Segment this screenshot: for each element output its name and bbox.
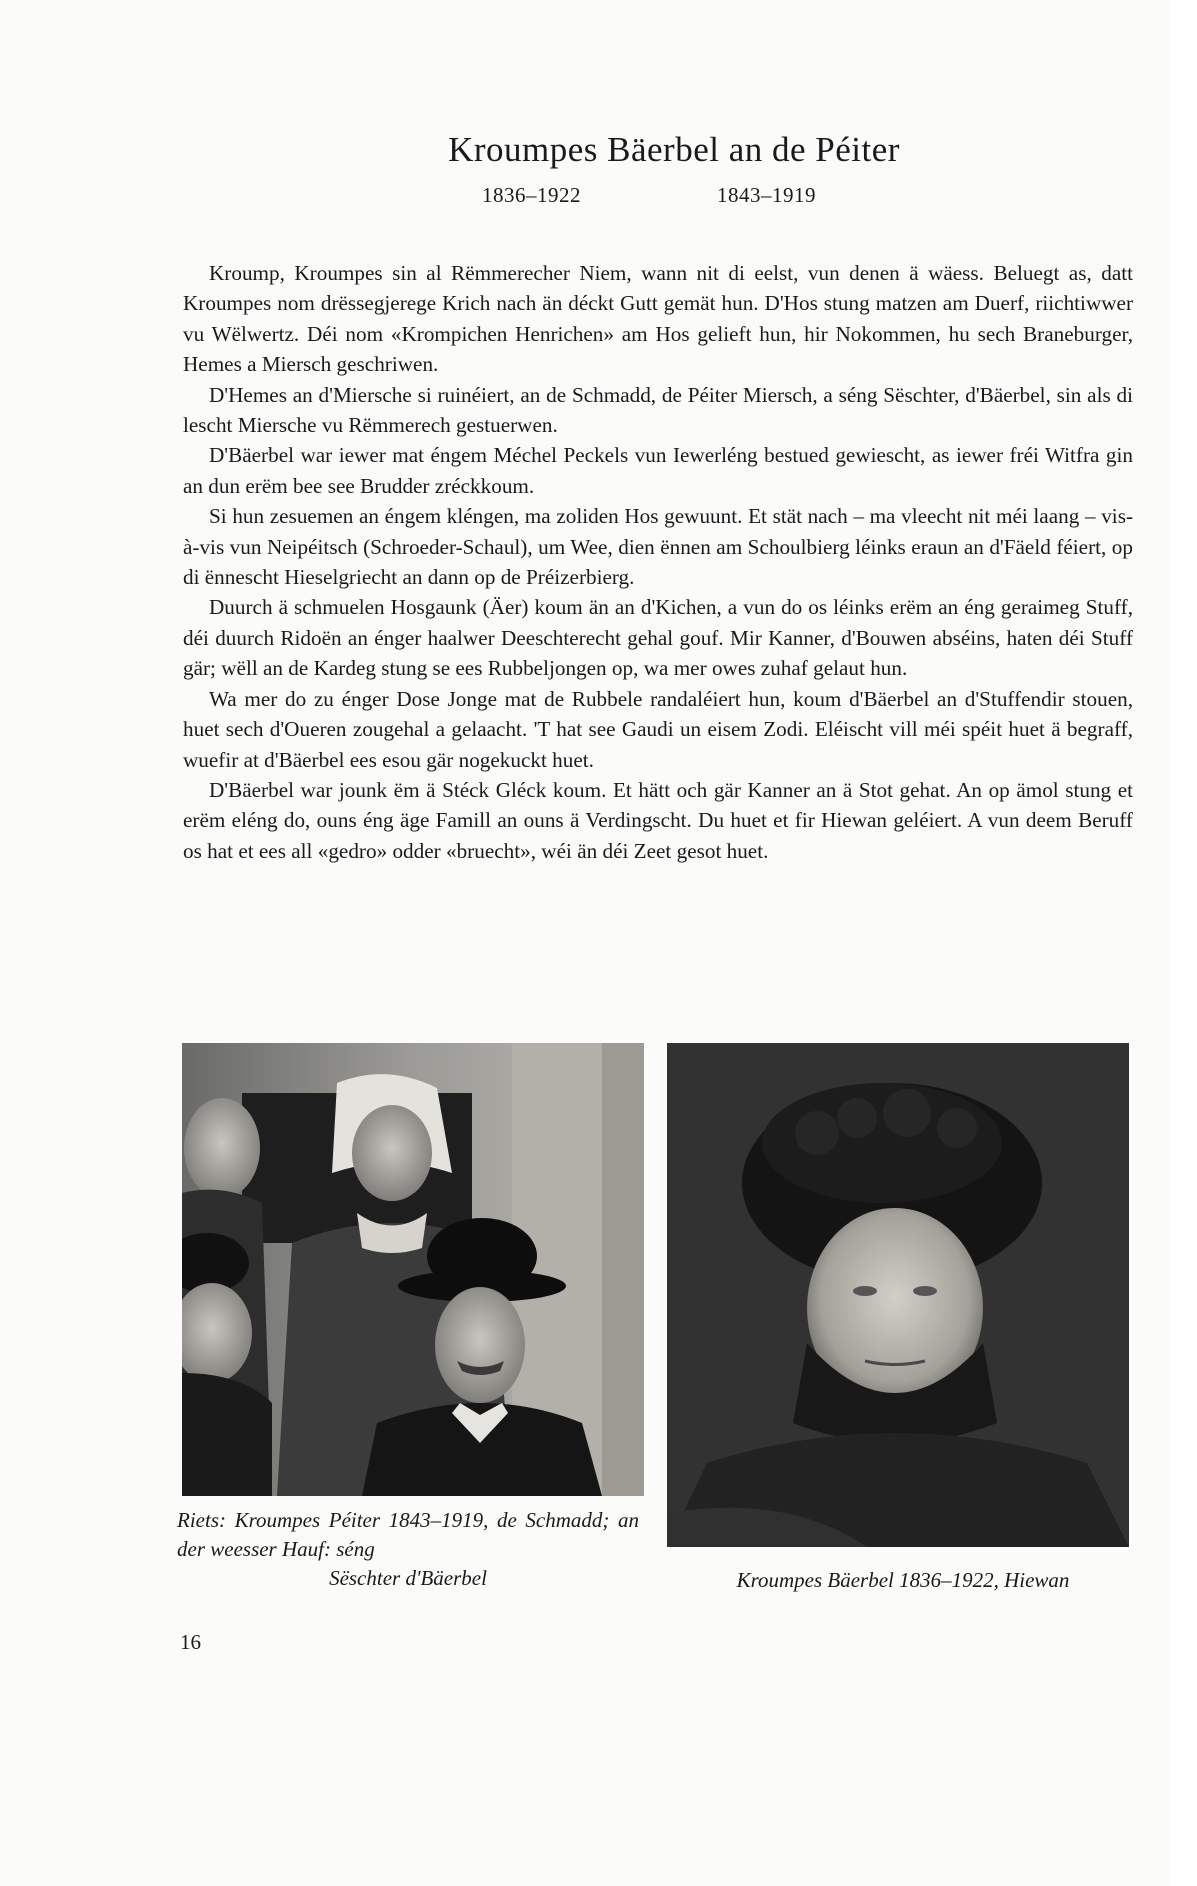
paragraph: D'Bäerbel war jounk ëm ä Stéck Gléck koum. Et hätt och gär Kanner an ä Stot gehat. An op ämol stung et erëm eléng do, ouns éng äge Famill an ouns ä Verdingscht. Du huet et fir Hiewan geléiert. A vun deem Beruff os hat et ees all «gedro» odder «bruecht», wéi än déi Zeet gesot huet.	[183, 777, 1133, 863]
page-number: 16	[180, 1630, 201, 1654]
caption-line: Sëschter d'Bäerbel	[329, 1566, 487, 1590]
paragraph: Duurch ä schmuelen Hosgaunk (Äer) koum än an d'Kichen, a vun do os léinks erëm an éng geraimeg Stuff, déi duurch Ridoën an énger haalwer Deeschterecht gehal gouf. Mir Kanner, d'Bouwen abséins, haten déi Stuff gär; wëll an de Kardeg stung se ees Rubbeljongen op, wa mer owes zuhaf gelaut hun.	[183, 595, 1133, 681]
caption-line: Riets: Kroumpes Péiter 1843–1919, de Schmadd; an der weesser Hauf: séng	[177, 1508, 639, 1561]
paragraph: Kroump, Kroumpes sin al Rëmmerecher Niem, wann nit di eelst, vun denen ä wäess. Beluegt as, datt Kroumpes nom drëssegjerege Krich nach än déckt Gutt gemät hun. D'Hos stung matzen am Duerf, riichtiwwer vu Wëlwertz. Déi nom «Krompichen Henrichen» am Hos gelieft hun, hir Nokommen, hu sech Braneburger, Hemes a Miersch geschriwen.	[183, 261, 1133, 377]
page-title: Kroumpes Bäerbel an de Péiter	[448, 130, 900, 169]
paragraph: Si hun zesuemen an éngem kléngen, ma zoliden Hos gewuunt. Et stät nach – ma vleecht nit méi laang – vis-à-vis vun Neipéitsch (Schroeder-Schaul), um Wee, dien ënnen am Schoulbierg léinks eraun an d'Fäeld féiert, op di ënnescht Hieselgriecht an dann op de Préizerbierg.	[183, 504, 1133, 590]
portrait-caption: Kroumpes Bäerbel 1836–1922, Hiewan	[736, 1568, 1070, 1592]
dates-peiter: 1843–1919	[717, 183, 816, 207]
dates-baerbel: 1836–1922	[482, 183, 581, 207]
group-photo-caption	[177, 1506, 639, 1593]
group-photo	[182, 1043, 644, 1496]
paragraph: D'Bäerbel war iewer mat éngem Méchel Peckels vun Iewerléng bestued gewiescht, as iewer fréi Witfra gin an dun erëm bee see Brudder zréckkoum.	[183, 443, 1133, 498]
page-margin	[1170, 0, 1197, 1886]
article-body	[183, 258, 1133, 866]
portrait-photo	[667, 1043, 1129, 1547]
paragraph: D'Hemes an d'Miersche si ruinéiert, an de Schmadd, de Péiter Miersch, a séng Sëschter, d'Bäerbel, sin als di lescht Miersche vu Rëmmerech gestuerwen.	[183, 382, 1133, 438]
paragraph: Wa mer do zu énger Dose Jonge mat de Rubbele randaléiert hun, koum d'Bäerbel an d'Stuffendir stouen, huet sech d'Oueren zougehal a gelaacht. 'T hat see Gaudi un eisem Zodi. Eléischt vill méi spéit huet ä begraff, wuefir at d'Bäerbel ees esou gär nogekuckt huet.	[183, 686, 1133, 772]
